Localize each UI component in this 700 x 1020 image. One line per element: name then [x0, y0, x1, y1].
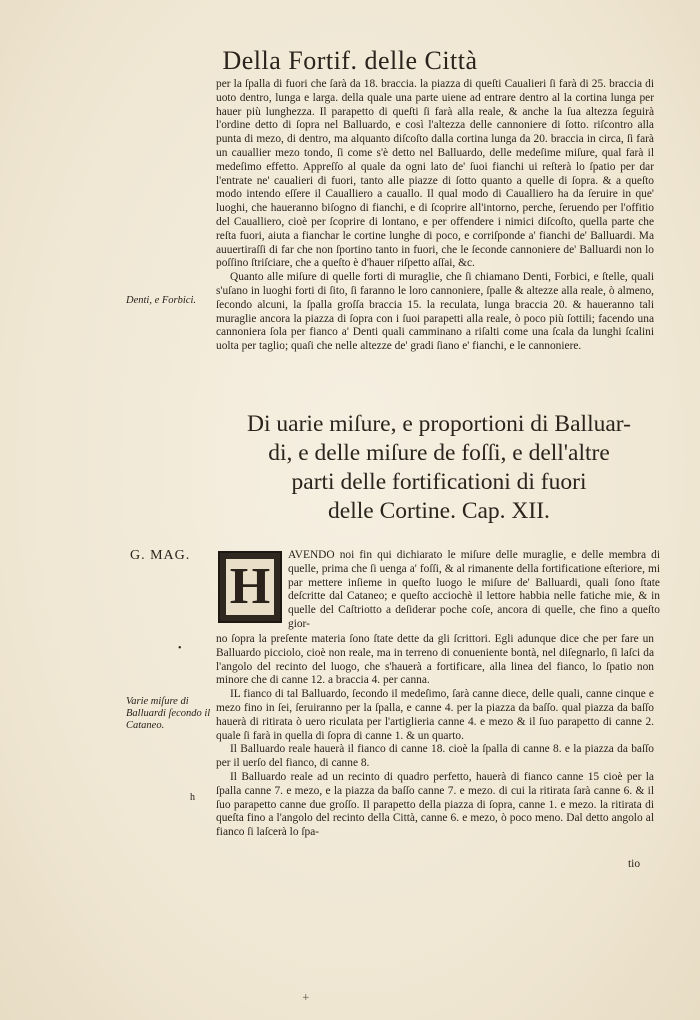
- paragraph-text: no ſopra la preſente materia ſono ſtate dette da gli ſcrittori. Egli adunque dice che per fare un Balluardo picciolo, cioè non reale, ma in terreno di conueniente bontà, nel diſegnarlo, ſi laſci da l'angolo del recinto del luogo, che s'hauerà a fortificare, alla linea del fianco, lo ſpatio non minore che di canne 12. a braccia 4. per canna.: [216, 633, 654, 687]
- decorated-initial-frame: [226, 559, 274, 615]
- margin-note-denti: Denti, e Forbici.: [126, 295, 196, 306]
- chapter-heading: [216, 410, 662, 526]
- margin-mark-h: h: [190, 792, 195, 803]
- chapter-heading-line: di, e delle miſure de foſſi, e dell'altre: [268, 440, 610, 466]
- paragraph-balluardi-measures: [216, 633, 654, 840]
- paragraph-fortification-cavalieri: [216, 78, 654, 354]
- margin-note-varie-misure: Varie miſure di Balluardi ſecondo il Cataneo.: [126, 696, 211, 731]
- paragraph-text-denti: Quanto alle miſure di quelle forti di muraglie, che ſi chiamano Denti, Forbici, e ſtelle, quali s'uſano in luoghi forti di ſito, ſi faranno le loro cannoniere, ſpalle & altezze alla reale, ò almeno, ſecondo alcuni, la ſpalla groſſa braccia 15. la reculata, lunga braccia 20. & haueranno tali muraglie ancora la piazza di ſopra con i ſuoi parapetti alla reale, ò poco più ſottili; facendo una cannoniera ſola per fianco a' Denti quali camminano a riſalti come una ſcala da lunghi ſcalini uolta per taglio; quaſi che nelle altezze de' gradi ſiano e' fianchi, e le cannoniere.: [216, 271, 654, 353]
- chapter-opening-text: AVENDO noi fin qui dichiarato le miſure delle muraglie, e delle membra di quelle, prima che ſi uenga a' foſſi, & al rimanente della fortificatione eſteriore, mi par mettere inſieme in queſto luogo le miſure de' Balluardi, quali ſono ſtate deſcritte dal Cataneo; e queſto acciochè il lettore habbia nelle fatiche mie, & in quelle del Caſtriotto a deſiderar poche coſe, ancora di quelle, che fino a queſto gior-: [288, 549, 660, 630]
- paragraph-text: Il Balluardo reale ad un recinto di quadro perfetto, hauerà di fianco canne 15 cioè per la ſpalla canne 7. e mezo, e la piazza da baſſo canne 7. e mezo. di cui la ritirata ſarà canne 6. & il ſuo parapetto canne due groſſo. Il parapetto della piazza di ſopra, canne 1. e mezo. la ritirata di queſta fino a l'angolo del recinto della Città, canne 6. e mezo, ò poco meno. Dal detto angolo al fianco ſi laſcerà lo ſpa-: [216, 770, 654, 839]
- chapter-heading-line: Di uarie miſure, e proportioni di Balluar-: [247, 411, 631, 437]
- foot-mark: +: [302, 993, 310, 1003]
- chapter-heading-line: delle Cortine. Cap. XII.: [328, 498, 550, 524]
- paragraph-text: Il Balluardo reale hauerà il fianco di canne 18. cioè la ſpalla di canne 8. e la piazza da baſſo per il uerſo del fianco, di canne 8.: [216, 743, 654, 770]
- chapter-heading-line: parti delle fortificationi di fuori: [291, 469, 587, 495]
- catchword: tio: [628, 858, 641, 870]
- decorated-initial-letter: H: [229, 558, 271, 615]
- running-head: Della Fortif. delle Città: [222, 46, 478, 75]
- paragraph-text: per la ſpalla di fuori che ſarà da 18. braccia. la piazza di queſti Caualieri ſi farà di 25. braccia di uoto dentro, lunga e larga. della quale una parte uiene ad entrare dentro al la cortina lunga per hauer più lunghezza. Il parapetto di queſti ſi farà alla reale, & anche la ſua altezza ſeguirà l'ordine detto di ſopra nel Balluardo, e così l'altezza delle cannoniere di ſotto. riſcontro alla punta di mezo, di dentro, ma alquanto diſcoſto dalla cortina lunga da 20. braccia in circa, ſi farà un cauallier mezo tondo, ſi come s'è detto nel Balluardo, delle medeſime miſure, qual farà il medeſimo effetto. Appreſſo al quale da ogni lato de' ſuoi fianchi ui reſterà lo ſpatio per dar l'entrate ne' caualieri di fuori, tanto alle piazze di ſotto quanto a quelle di ſopra. & a queſto modo intendo eſſere il Caualliero a cauallo. Il qual modo di Caualliero ha da ſeruire in que' luoghi, che haueranno biſogno di fianchi, e di ſcoprire all'intorno, perche, ſeruendo per l'offitio del Caualliero, cioè per ſcoprire di lontano, e per offendere i nimici diſcoſto, quella parte che reſta fuori, aiuta a fianchar le cortine lunghe di poco, e corriſponde a' fianchi de' Balluardi. Ma auuertiraſſi di far che non ſportino tanto in fuori, che le ſeconde cannoniere de' Balluardi non lo poſſino ſtriſciare, che a queſto è d'hauer riſpetto aſſai, &c.: [216, 78, 654, 270]
- paragraph-text: IL fianco di tal Balluardo, ſecondo il medeſimo, ſarà canne diece, delle quali, canne cinque e mezo fino in ſei, ſeruiranno per la ſpalla, e canne 4. per la piazza da baſſo. qual piazza da baſſo hauerà di ritirata ò uero riculata per l'artiglieria canne 4. e mezo & il ſuo parapetto di canne 2. quale ſi farà in quella di ſopra di canne 1. & un quarto.: [216, 688, 654, 742]
- margin-mark-dot: •: [178, 643, 182, 654]
- decorated-initial: [218, 551, 282, 623]
- margin-note-g-mag: G. MAG.: [130, 548, 191, 563]
